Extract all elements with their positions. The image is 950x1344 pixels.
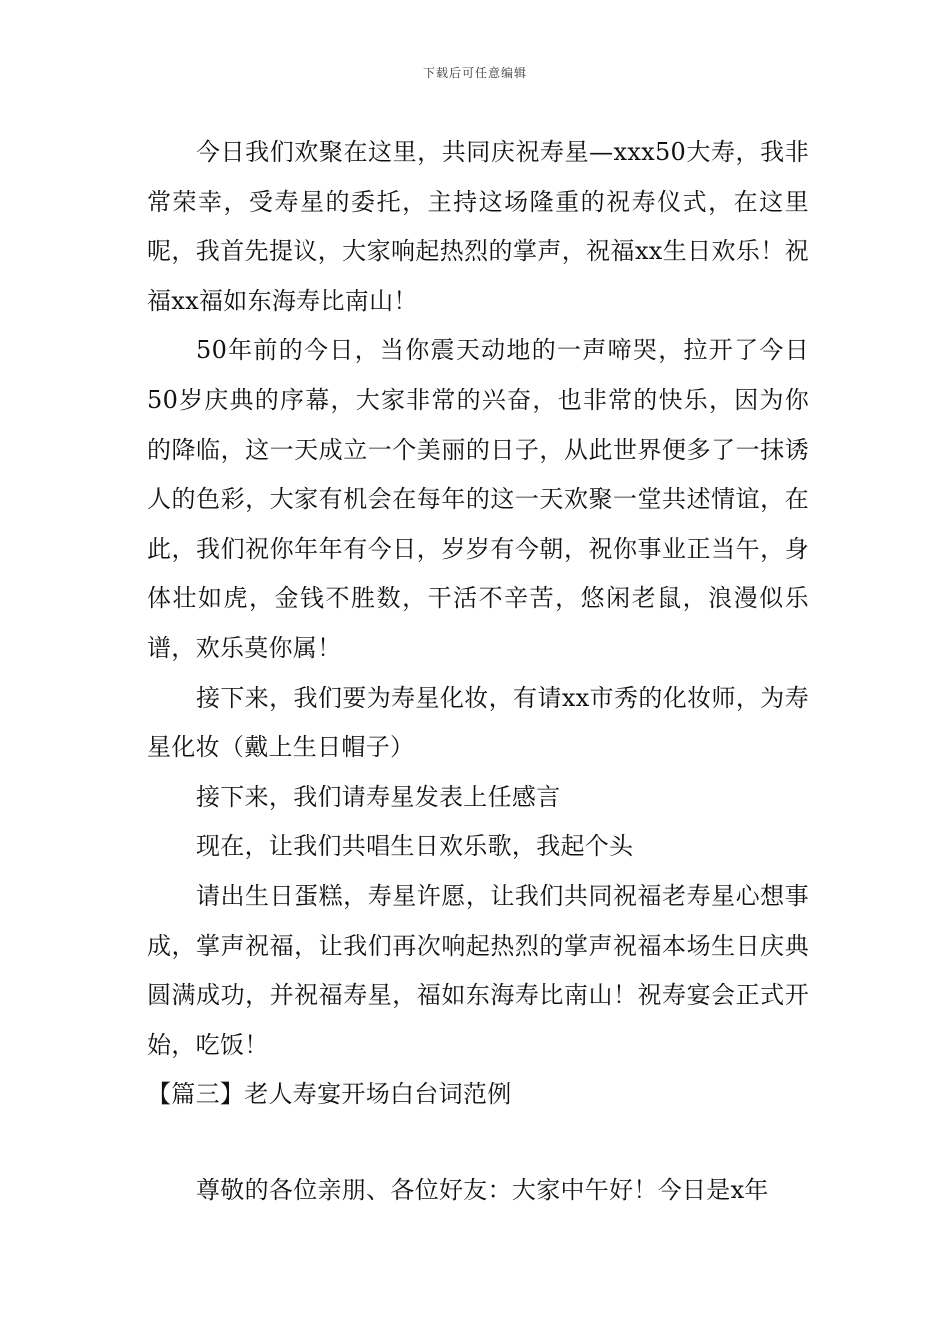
paragraph-3: 接下来，我们要为寿星化妆，有请xx市秀的化妆师，为寿星化妆（戴上生日帽子） [147, 683, 809, 762]
paragraph-4: 接下来，我们请寿星发表上任感言 [196, 782, 561, 811]
closing-paragraph: 尊敬的各位亲朋、各位好友：大家中午好！今日是x年 [196, 1175, 769, 1204]
page-header-note: 下载后可任意编辑 [422, 66, 527, 80]
paragraph-1: 今日我们欢聚在这里，共同庆祝寿星—xxx50大寿，我非常荣幸，受寿星的委托，主持这场隆重的祝寿仪式，在这里呢，我首先提议，大家响起热烈的掌声，祝福xx生日欢乐！祝福xx福如东海寿比南山！ [147, 138, 809, 315]
blank-line [147, 1120, 809, 1166]
paragraph-6: 请出生日蛋糕，寿星许愿，让我们共同祝福老寿星心想事成，掌声祝福，让我们再次响起热烈的掌声祝福本场生日庆典圆满成功，并祝福寿星，福如东海寿比南山！祝寿宴会正式开始，吃饭！ [147, 881, 809, 1059]
section-heading: 【篇三】老人寿宴开场白台词范例 [147, 1080, 512, 1109]
document-body [147, 128, 809, 1215]
paragraph-5: 现在，让我们共唱生日欢乐歌，我起个头 [196, 832, 634, 861]
paragraph-2: 50年前的今日，当你震天动地的一声啼哭，拉开了今日50岁庆典的序幕，大家非常的兴奋，也非常的快乐，因为你的降临，这一天成立一个美丽的日子，从此世界便多了一抹诱人的色彩，大家有机会在每年的这一天欢聚一堂共述情谊，在此，我们祝你年年有今日，岁岁有今朝，祝你事业正当午，身体壮如虎，金钱不胜数，干活不辛苦，悠闲老鼠，浪漫似乐谱，欢乐莫你属！ [147, 336, 809, 662]
